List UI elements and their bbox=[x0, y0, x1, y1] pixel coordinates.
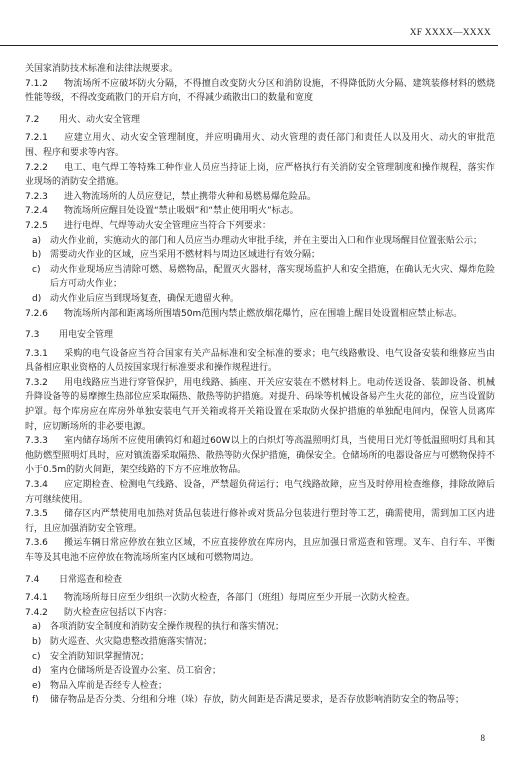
list-item-text: 安全消防知识掌握情况； bbox=[50, 651, 150, 662]
clause bbox=[25, 204, 495, 219]
clause bbox=[25, 190, 495, 205]
list-item bbox=[25, 650, 495, 665]
clause-number: 7.1.2 bbox=[25, 78, 48, 89]
clause-text: 防火检查应包括以下内容： bbox=[64, 607, 173, 618]
clause-number: 7.2.1 bbox=[25, 133, 48, 144]
list-item-text: 需要动火作业的区域，应当采用不燃材料与周边区域进行有效分隔； bbox=[50, 250, 321, 261]
list-item bbox=[25, 664, 495, 679]
clause-text: 物流场所应醒目处设置“禁止吸烟”和“禁止使用明火”标志。 bbox=[64, 206, 299, 217]
section-heading bbox=[25, 328, 495, 343]
list-item-text: 动火作业现场应当清除可燃、易燃物品，配置灭火器材，落实现场监护人和安全措施，在确认无火灾、爆炸危险后方可动火作业； bbox=[50, 264, 495, 290]
clause-number: 7.3.5 bbox=[25, 509, 48, 520]
clause bbox=[25, 161, 495, 190]
clause-text: 室内储存场所不应使用碘钨灯和超过60W以上的白炽灯等高温照明灯具，当使用日光灯等低温照明灯具和其他防燃型照明灯具时，应对镇流器采取隔热、散热等防火保护措施，确保安全。仓储场所的电器设备应与可燃物保持不小于0.5m的防火间距，架空线路的下方不应堆放物品。 bbox=[25, 436, 495, 476]
list-item-label: c) bbox=[32, 651, 41, 662]
page-number: 8 bbox=[480, 733, 485, 743]
clause-number: 7.3.3 bbox=[25, 436, 48, 447]
clause bbox=[25, 507, 495, 536]
list-item-text: 储存物品是否分类、分组和分堆（垛）存放，防火间距是否满足要求，是否存放影响消防安全的物品等； bbox=[50, 695, 465, 706]
clause-number: 7.4.2 bbox=[25, 607, 48, 618]
clause bbox=[25, 77, 495, 106]
clause bbox=[25, 478, 495, 507]
clause-number: 7.3.2 bbox=[25, 377, 48, 388]
clause-text: 采购的电气设备应当符合国家有关产品标准和安全标准的要求；电气线路敷设、电气设备安装和维修应当由具备相应职业资格的人员按国家现行标准要求和操作规程进行。 bbox=[25, 348, 495, 374]
section-heading bbox=[25, 573, 495, 588]
list-item bbox=[25, 234, 495, 249]
list-item bbox=[25, 620, 495, 635]
clause bbox=[25, 376, 495, 434]
list-item-label: d) bbox=[32, 666, 42, 677]
list-item-label: a) bbox=[32, 622, 42, 633]
list-item-text: 动火作业后应当到现场复查，确保无遗留火种。 bbox=[50, 293, 240, 304]
clause-number: 7.2.6 bbox=[25, 308, 48, 319]
list-item-text: 防火巡查、火灾隐患整改措施落实情况； bbox=[50, 636, 213, 647]
section-heading bbox=[25, 113, 495, 128]
clause-text: 物流场所内部和距离场所围墙50m范围内禁止燃放烟花爆竹，应在围墙上醒目处设置相应禁止标志。 bbox=[64, 308, 463, 319]
clause bbox=[25, 347, 495, 376]
section-title: 用火、动火安全管理 bbox=[59, 114, 141, 125]
list-item-label: a) bbox=[32, 235, 42, 246]
clause-text: 进入物流场所的人员应登记，禁止携带火种和易燃易爆危险品。 bbox=[64, 191, 317, 202]
clause bbox=[25, 434, 495, 478]
list-item-label: d) bbox=[32, 293, 42, 304]
clause-text: 应建立用火、动火安全管理制度，并应明确用火、动火管理的责任部门和责任人以及用火、动火的审批范围、程序和要求等内容。 bbox=[25, 133, 495, 158]
section-number: 7.4 bbox=[25, 574, 40, 585]
list-item-text: 物品入库前是否经专人检查； bbox=[50, 680, 168, 691]
list-item-label: b) bbox=[32, 636, 42, 647]
clause bbox=[25, 536, 495, 565]
clause-number: 7.2.4 bbox=[25, 206, 48, 217]
clause bbox=[25, 591, 495, 606]
clause-text: 电工、电气焊工等特殊工种作业人员应当持证上岗，应严格执行有关消防安全管理制度和操作规程，落实作业现场的消防安全措施。 bbox=[25, 162, 495, 188]
clause-number: 7.2.2 bbox=[25, 162, 48, 173]
clause-number: 7.4.1 bbox=[25, 593, 48, 604]
clause bbox=[25, 307, 495, 322]
section-number: 7.2 bbox=[25, 114, 40, 125]
list-item-label: f) bbox=[32, 695, 39, 706]
list-item bbox=[25, 248, 495, 263]
section-number: 7.3 bbox=[25, 330, 40, 341]
clause-text: 用电线路应当进行穿管保护，用电线路、插座、开关应安装在不燃材料上。电动传送设备、装卸设备、机械升降设备等的易摩擦生热部位应采取隔热、散热等防护措施。对提升、码垛等机械设备易产生火花的部位，应当设置防护罩。每个库房应在库房外单独安装电气开关箱或将开关箱设置在采取防火保护措施的单独配电间内，保管人员离库时，应切断场所的非必要电源。 bbox=[25, 377, 495, 432]
list-item-label: e) bbox=[32, 680, 42, 691]
clause-text: 应定期检查、检测电气线路、设备，严禁超负荷运行；电气线路故障，应当及时停用检查维修，排除故障后方可继续使用。 bbox=[25, 480, 495, 505]
list-item-label: b) bbox=[32, 250, 42, 261]
clause-number: 7.3.6 bbox=[25, 538, 48, 549]
list-item bbox=[25, 693, 495, 708]
list-item bbox=[25, 263, 495, 292]
page-body bbox=[25, 62, 495, 708]
section-title: 日常巡查和检查 bbox=[59, 574, 123, 585]
clause-number: 7.3.4 bbox=[25, 480, 48, 491]
clause-number: 7.2.5 bbox=[25, 220, 48, 231]
list-item-text: 各项消防安全制度和消防安全操作规程的执行和落实情况； bbox=[50, 622, 285, 633]
clause bbox=[25, 131, 495, 160]
clause bbox=[25, 606, 495, 621]
list-item bbox=[25, 635, 495, 650]
clause-number: 7.2.3 bbox=[25, 191, 48, 202]
section-title: 用电安全管理 bbox=[59, 330, 114, 341]
standard-code: XF XXXX—XXXX bbox=[409, 28, 491, 38]
list-item-text: 动火作业前，实施动火的部门和人员应当办理动火审批手续，并在主要出入口和作业现场醒目位置张贴公示； bbox=[50, 235, 483, 246]
clause-text: 储存区内严禁使用电加热对货品包装进行修补或对货品分包装进行塑封等工艺，确需使用，需到加工区内进行，且应加强消防安全管理。 bbox=[25, 509, 495, 534]
clause-text: 物流场所不应破坏防火分隔，不得擅自改变防火分区和消防设施，不得降低防火分隔、建筑装修材料的燃烧性能等级，不得改变疏散门的开启方向，不得减少疏散出口的数量和宽度 bbox=[25, 78, 495, 104]
clause-text: 进行电焊、气焊等动火安全管理应当符合下列要求： bbox=[64, 220, 272, 231]
clause bbox=[25, 219, 495, 234]
list-item bbox=[25, 292, 495, 307]
clause-number: 7.3.1 bbox=[25, 348, 48, 359]
list-item bbox=[25, 679, 495, 694]
list-item-label: c) bbox=[32, 264, 41, 275]
paragraph: 关国家消防技术标准和法律法规要求。 bbox=[25, 64, 179, 74]
clause-text: 搬运车辆日常应停放在独立区域，不应直接停放在库房内，且应加强日常巡查和管理。叉车、自行车、平衡车等及其电池不应停放在物流场所室内区域和可燃物周边。 bbox=[25, 538, 495, 563]
list-item-text: 室内仓储场所是否设置办公室、员工宿舍； bbox=[50, 666, 222, 677]
header-rule bbox=[0, 45, 498, 46]
clause-text: 物流场所每日应至少组织一次防火检查，各部门（班组）每周应至少开展一次防火检查。 bbox=[64, 593, 416, 604]
